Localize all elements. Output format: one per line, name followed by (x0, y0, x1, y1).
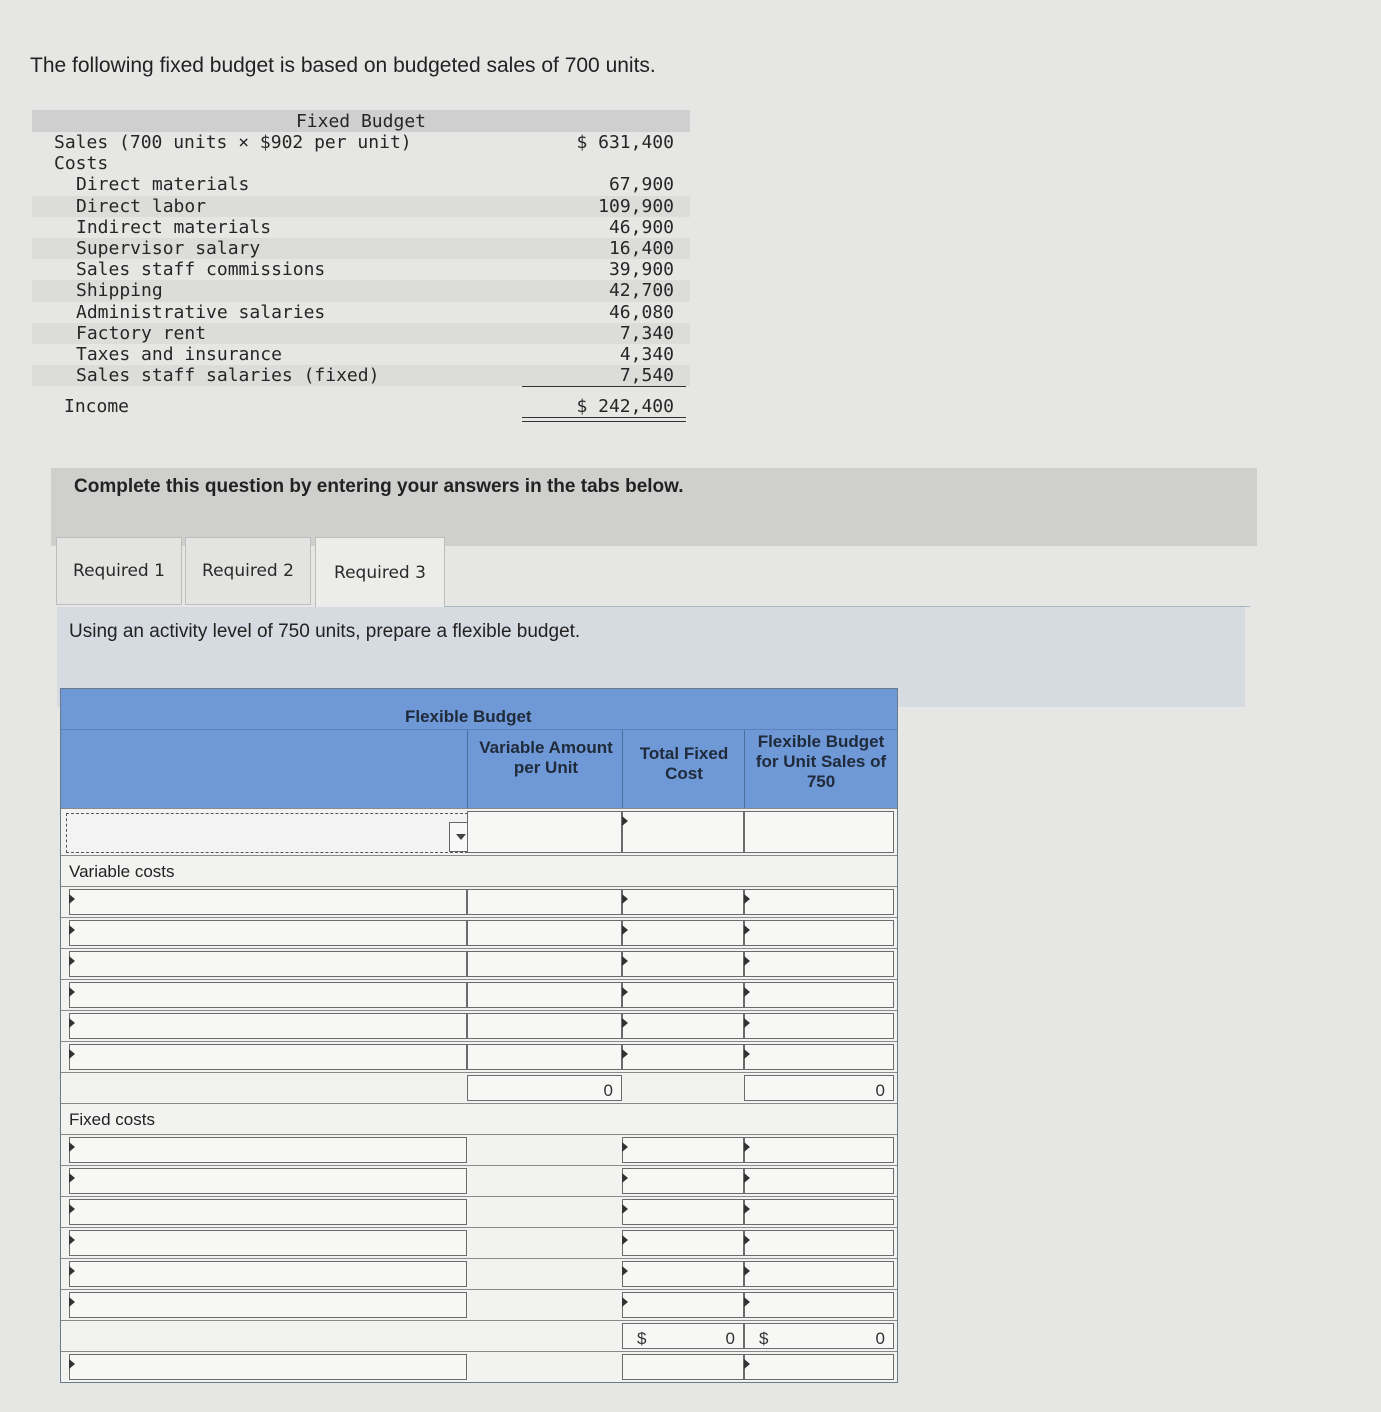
cost-value: 67,900 (608, 174, 674, 196)
amount-input (467, 1137, 622, 1163)
amount-input[interactable] (622, 1199, 744, 1225)
table-body (61, 808, 897, 1382)
fixed-cost-row (61, 1258, 897, 1289)
row-label-input[interactable] (69, 1044, 467, 1070)
cost-value: 7,540 (619, 365, 674, 387)
cost-row (32, 280, 690, 301)
cost-label: Administrative salaries (76, 301, 326, 323)
col-flexible-budget-750: Flexible Budget for Unit Sales of 750 (755, 732, 887, 791)
total-variable-flex[interactable]: 0 (744, 1075, 894, 1101)
fixed-budget-table (32, 110, 690, 423)
income-input-row (61, 1351, 897, 1382)
cost-row (32, 196, 690, 217)
row-label-input[interactable] (69, 982, 467, 1008)
col-variable-per-unit: Variable Amount per Unit (479, 738, 613, 777)
total-double-rule (522, 417, 686, 422)
amount-input[interactable] (622, 1137, 744, 1163)
cost-label: Supervisor salary (76, 237, 261, 259)
cost-row (32, 323, 690, 344)
amount-input[interactable] (467, 889, 622, 915)
cost-value: 16,400 (608, 237, 674, 259)
row-label-input[interactable] (69, 1261, 467, 1287)
fixed-total-row (61, 1320, 897, 1351)
income-row (32, 396, 690, 417)
amount-input[interactable] (744, 920, 894, 946)
total-variable-per-unit[interactable]: 0 (467, 1075, 622, 1101)
total-fixed-flex-cell[interactable]: $ 0 (744, 1323, 894, 1349)
costs-row (32, 153, 690, 174)
amount-input (467, 1292, 622, 1318)
amount-input[interactable] (744, 1261, 894, 1287)
variable-total-row (61, 1072, 897, 1103)
variable-cost-row (61, 948, 897, 979)
amount-input[interactable] (744, 1292, 894, 1318)
column-header-row (61, 729, 897, 808)
variable-costs-header-row (61, 855, 897, 886)
sales-label: Sales (700 units × $902 per unit) (54, 132, 412, 153)
amount-input[interactable] (744, 1137, 894, 1163)
tab-required-2[interactable]: Required 2 (185, 537, 311, 605)
amount-input (467, 1199, 622, 1225)
amount-input[interactable] (467, 1013, 622, 1039)
variable-cost-row (61, 1010, 897, 1041)
amount-input[interactable] (467, 951, 622, 977)
total-fixed-cost-cell[interactable]: $ 0 (622, 1323, 744, 1349)
amount-input[interactable] (622, 920, 744, 946)
row-label-input[interactable] (69, 1168, 467, 1194)
row-label-input[interactable] (69, 1137, 467, 1163)
amount-input[interactable] (467, 920, 622, 946)
cost-value: 109,900 (598, 195, 674, 217)
cost-value: 7,340 (619, 322, 674, 344)
amount-input[interactable] (622, 1230, 744, 1256)
cost-label: Factory rent (76, 322, 207, 344)
cost-label: Taxes and insurance (76, 343, 282, 365)
cost-value: 46,080 (608, 301, 674, 323)
amount-input[interactable] (744, 1168, 894, 1194)
amount-input[interactable] (622, 1044, 744, 1070)
row-label-input[interactable] (69, 1199, 467, 1225)
row-label-input[interactable] (69, 1354, 467, 1380)
fixed-costs-header-row (61, 1103, 897, 1134)
amount-input[interactable] (622, 1292, 744, 1318)
cost-row (32, 238, 690, 259)
input-cell[interactable] (744, 1354, 894, 1380)
variable-cost-row (61, 1041, 897, 1072)
amount-input[interactable] (744, 1013, 894, 1039)
blank-cell (622, 1075, 744, 1101)
input-cell[interactable] (467, 811, 622, 853)
amount-input[interactable] (622, 1168, 744, 1194)
col-total-fixed-cost: Total Fixed Cost (639, 744, 729, 783)
tab-required-3[interactable]: Required 3 (315, 537, 445, 608)
amount-input[interactable] (622, 889, 744, 915)
subtotal-rule (522, 386, 686, 387)
fixed-cost-row (61, 1289, 897, 1320)
row-label-input[interactable] (69, 951, 467, 977)
fixed-cost-row (61, 1134, 897, 1165)
blank-cell (467, 1323, 622, 1349)
cost-value: 42,700 (608, 280, 674, 302)
flexible-budget-title-bar (61, 689, 897, 729)
row-label-input[interactable] (69, 1230, 467, 1256)
amount-input[interactable] (744, 889, 894, 915)
instruction-banner (51, 468, 1257, 546)
amount-input[interactable] (622, 982, 744, 1008)
amount-input[interactable] (744, 1199, 894, 1225)
amount-input[interactable] (622, 1013, 744, 1039)
row-label-dropdown[interactable] (66, 813, 468, 853)
income-label: Income (64, 396, 130, 418)
amount-input[interactable] (744, 1044, 894, 1070)
cost-list (32, 174, 690, 386)
amount-input[interactable] (744, 982, 894, 1008)
cost-value: 4,340 (619, 343, 674, 365)
flexible-budget-table (60, 688, 898, 1383)
amount-input[interactable] (744, 951, 894, 977)
cost-value: 39,900 (608, 259, 674, 281)
cost-label: Shipping (76, 280, 163, 302)
row-label-input[interactable] (69, 920, 467, 946)
tab-instruction: Using an activity level of 750 units, prepare a flexible budget. (69, 621, 581, 642)
cost-row (32, 217, 690, 238)
costs-label: Costs (54, 153, 109, 175)
cost-label: Direct labor (76, 195, 207, 217)
amount-input (467, 1230, 622, 1256)
input-cell[interactable] (622, 811, 744, 853)
income-value: $ 242,400 (576, 396, 674, 418)
amount-input[interactable] (622, 1261, 744, 1287)
cost-label: Indirect materials (76, 216, 272, 238)
flexible-budget-title: Flexible Budget (405, 707, 532, 726)
amount-input[interactable] (622, 951, 744, 977)
fixed-cost-row (61, 1165, 897, 1196)
input-cell[interactable] (744, 811, 894, 853)
row-label-input[interactable] (69, 1292, 467, 1318)
cost-row (32, 344, 690, 365)
cost-label: Sales staff salaries (fixed) (76, 365, 380, 387)
cost-label: Direct materials (76, 174, 250, 196)
variable-costs-label: Variable costs (69, 862, 175, 881)
banner-text: Complete this question by entering your answers in the tabs below. (74, 476, 684, 497)
variable-cost-row (61, 917, 897, 948)
sales-value: $ 631,400 (576, 132, 674, 153)
variable-cost-row (61, 979, 897, 1010)
cost-row (32, 302, 690, 323)
fixed-cost-row (61, 1227, 897, 1258)
problem-intro: The following fixed budget is based on budgeted sales of 700 units. (30, 54, 656, 77)
amount-input[interactable] (467, 982, 622, 1008)
sales-selection-row (61, 808, 897, 855)
fixed-costs-label: Fixed costs (69, 1110, 155, 1129)
row-label-input[interactable] (69, 1013, 467, 1039)
amount-input[interactable] (467, 1044, 622, 1070)
cost-row (32, 174, 690, 195)
amount-input (467, 1168, 622, 1194)
cost-row (32, 259, 690, 280)
tab-required-1[interactable]: Required 1 (56, 537, 182, 605)
cost-value: 46,900 (608, 216, 674, 238)
cost-label: Sales staff commissions (76, 259, 326, 281)
amount-input[interactable] (744, 1230, 894, 1256)
sales-row (32, 132, 690, 153)
row-label-input[interactable] (69, 889, 467, 915)
variable-cost-row (61, 886, 897, 917)
fixed-cost-row (61, 1196, 897, 1227)
fixed-budget-header: Fixed Budget (32, 110, 690, 132)
cost-row (32, 365, 690, 386)
amount-input (467, 1261, 622, 1287)
input-cell[interactable] (622, 1354, 744, 1380)
